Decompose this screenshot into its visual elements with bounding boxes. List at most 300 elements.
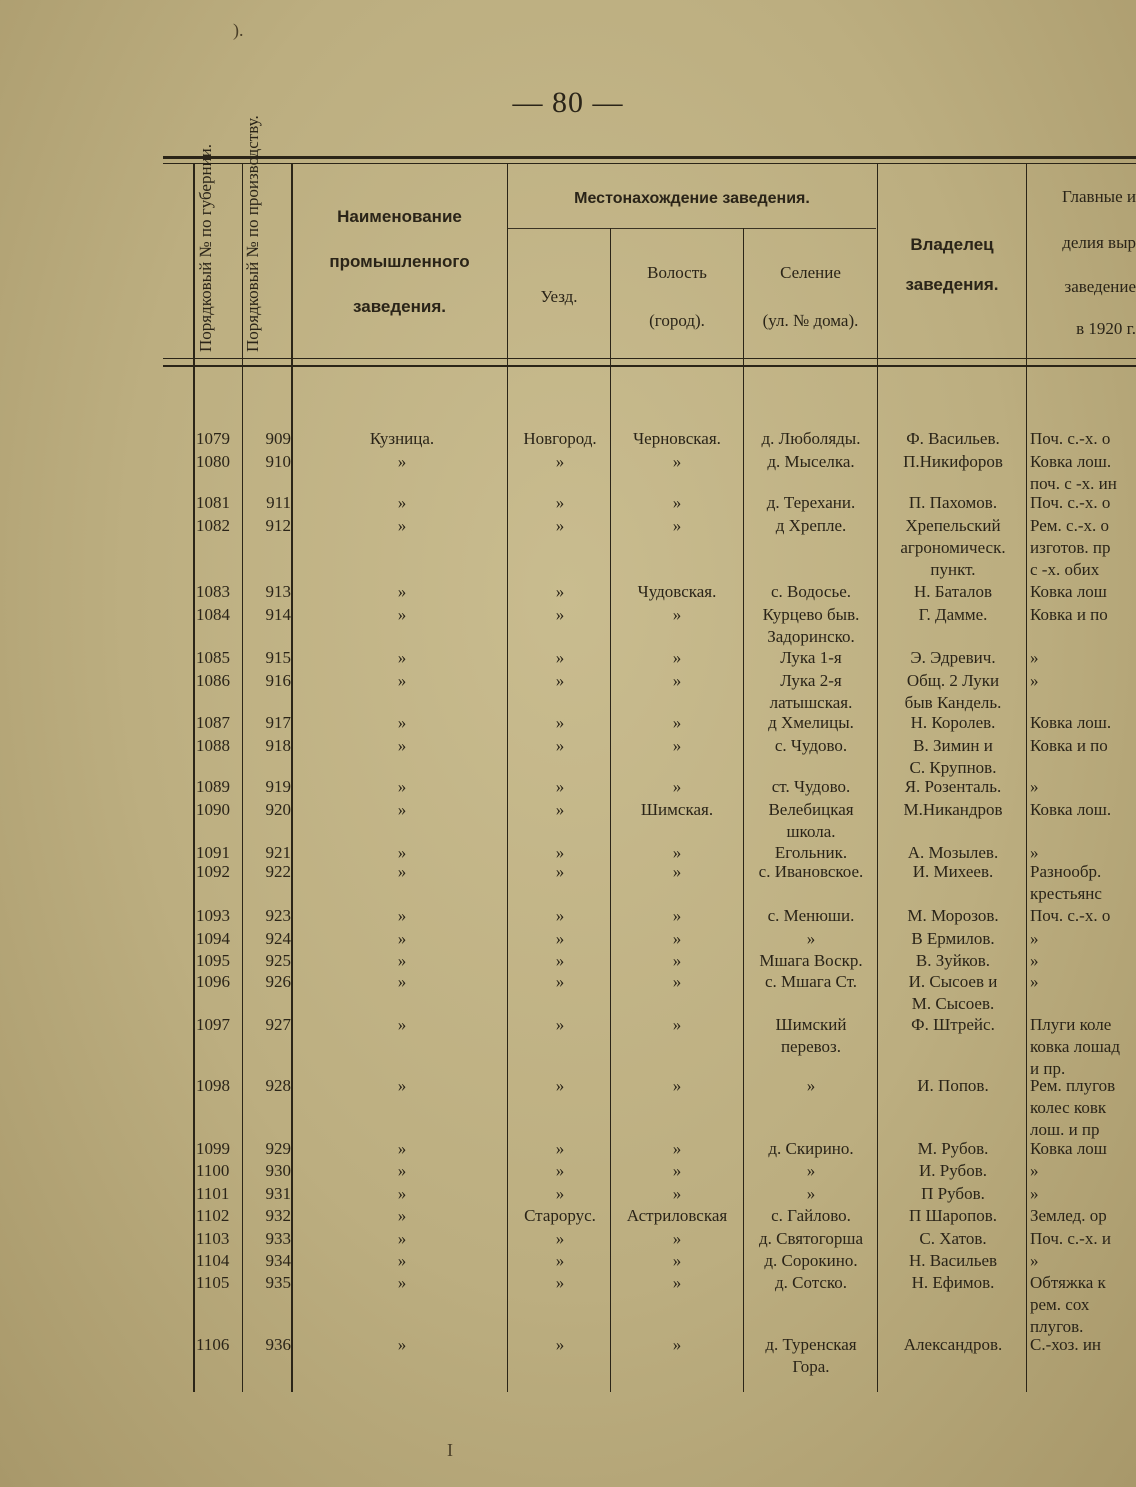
cell-volost: » <box>672 648 682 667</box>
cell-owner-line: И. Сысоев и <box>908 972 998 991</box>
col-divider <box>291 164 293 1392</box>
header-col4: Уезд. <box>540 287 578 306</box>
row-number-province: 1079 <box>196 429 230 448</box>
cell-uezd: » <box>555 605 565 624</box>
cell-owner <box>880 581 1026 603</box>
cell-village-line: Задоринско. <box>767 627 855 646</box>
cell-owner-line: пункт. <box>930 560 976 579</box>
row-number-production: 932 <box>265 1206 291 1225</box>
cell-owner-line: Общ. 2 Луки <box>906 671 1000 690</box>
cell-establishment: » <box>397 1161 407 1180</box>
row-number-production: 922 <box>265 862 291 881</box>
cell-products-line: » <box>1030 929 1039 948</box>
cell-establishment: » <box>397 1335 407 1354</box>
cell-products-line: Ковка лош. <box>1030 800 1112 819</box>
cell-products-line: Рем. с.-х. о <box>1030 516 1109 535</box>
cell-volost: » <box>672 605 682 624</box>
row-number-production: 936 <box>265 1335 291 1354</box>
cell-establishment: » <box>397 1229 407 1248</box>
header-location-group: Местонахождение заведения. <box>574 190 810 207</box>
cell-village-line: перевоз. <box>780 1037 842 1056</box>
cell-village-line: » <box>806 1076 816 1095</box>
cell-products-line: Ковка лош <box>1030 1139 1107 1158</box>
cell-products-line: Ковка и по <box>1030 605 1108 624</box>
row-number-production: 919 <box>265 777 291 796</box>
cell-products-line: Поч. с.-х. и <box>1030 1229 1111 1248</box>
row-number-province: 1086 <box>196 671 230 690</box>
cell-uezd: » <box>555 906 565 925</box>
cell-volost: » <box>672 1229 682 1248</box>
cell-products-line: Разнообр. <box>1030 862 1102 881</box>
cell-establishment: » <box>397 1251 407 1270</box>
cell-products-line: и пр. <box>1030 1059 1066 1078</box>
cell-owner-line: Э. Эдревич. <box>910 648 996 667</box>
cell-owner <box>880 1228 1026 1250</box>
cell-products <box>1030 1228 1136 1250</box>
cell-volost: » <box>672 713 682 732</box>
cell-village-line: Егольник. <box>774 843 848 862</box>
cell-products-line: лош. и пр <box>1030 1120 1100 1139</box>
row-number-province: 1089 <box>196 777 230 796</box>
cell-owner-line: Г. Дамме. <box>918 605 988 624</box>
cell-village <box>745 776 877 798</box>
cell-uezd: » <box>555 713 565 732</box>
col-divider <box>877 164 878 1392</box>
cell-products <box>1030 1183 1136 1205</box>
cell-village <box>745 712 877 734</box>
cell-village <box>745 670 877 714</box>
cell-village <box>745 799 877 843</box>
cell-uezd: » <box>555 800 565 819</box>
cell-products-line: Ковка лош <box>1030 582 1107 601</box>
cell-village <box>745 581 877 603</box>
cell-volost: » <box>672 906 682 925</box>
row-number-production: 935 <box>265 1273 291 1292</box>
cell-establishment: » <box>397 1206 407 1225</box>
cell-products-line: рем. сох <box>1030 1295 1090 1314</box>
cell-products <box>1030 647 1136 669</box>
row-number-production: 924 <box>265 929 291 948</box>
cell-uezd: » <box>555 1229 565 1248</box>
cell-products <box>1030 670 1136 692</box>
cell-owner <box>880 670 1026 714</box>
row-number-province: 1084 <box>196 605 230 624</box>
cell-volost: Шимская. <box>640 800 714 819</box>
cell-products <box>1030 492 1136 514</box>
cell-owner-line: Александров. <box>903 1335 1003 1354</box>
cell-village <box>745 1272 877 1294</box>
row-number-province: 1101 <box>196 1184 230 1203</box>
cell-village <box>745 1334 877 1378</box>
cell-owner-line: И. Попов. <box>917 1076 989 1095</box>
cell-volost: » <box>672 1015 682 1034</box>
cell-products <box>1030 861 1136 905</box>
row-number-province: 1099 <box>196 1139 230 1158</box>
cell-village <box>745 451 877 473</box>
cell-volost: Чудовская. <box>637 582 717 601</box>
cell-owner-line: быв Кандель. <box>904 693 1002 712</box>
cell-establishment: » <box>397 1273 407 1292</box>
cell-products-line: » <box>1030 843 1039 862</box>
body-top-rule <box>163 365 1136 367</box>
cell-village-line: ст. Чудово. <box>771 777 851 796</box>
cell-owner <box>880 451 1026 473</box>
cell-village <box>745 1250 877 1272</box>
row-number-province: 1092 <box>196 862 230 881</box>
cell-products-line: изготов. пр <box>1030 538 1111 557</box>
cell-volost: » <box>672 862 682 881</box>
cell-owner <box>880 1205 1026 1227</box>
cell-owner <box>880 428 1026 450</box>
cell-establishment: » <box>397 843 407 862</box>
cell-establishment: » <box>397 1139 407 1158</box>
cell-owner <box>880 776 1026 798</box>
cell-volost: » <box>672 777 682 796</box>
cell-village <box>745 492 877 514</box>
row-number-production: 914 <box>265 605 291 624</box>
row-number-province: 1093 <box>196 906 230 925</box>
cell-volost: Черновская. <box>633 429 721 448</box>
cell-establishment: » <box>397 862 407 881</box>
cell-owner-line: А. Мозылев. <box>907 843 999 862</box>
row-number-production: 912 <box>265 516 291 535</box>
header-col5-line1: Волость <box>647 263 707 282</box>
header-col8-line2: делия выр <box>1062 233 1136 252</box>
cell-uezd: » <box>555 972 565 991</box>
row-number-production: 923 <box>265 906 291 925</box>
cell-products <box>1030 604 1136 626</box>
header-col3-line1: Наименование <box>337 207 462 226</box>
row-number-province: 1105 <box>196 1273 230 1292</box>
cell-volost: » <box>672 452 682 471</box>
cell-owner-line: С. Крупнов. <box>909 758 997 777</box>
cell-owner-line: М. Рубов. <box>917 1139 989 1158</box>
row-number-production: 930 <box>265 1161 291 1180</box>
cell-village <box>745 515 877 537</box>
header-col7-line1: Владелец <box>910 235 994 254</box>
cell-products-line: Ковка лош. <box>1030 452 1112 471</box>
cell-products-line: » <box>1030 648 1039 667</box>
cell-products <box>1030 905 1136 927</box>
cell-owner-line: М.Никандров <box>903 800 1003 819</box>
cell-products <box>1030 776 1136 798</box>
col-divider <box>743 228 744 1392</box>
cell-products-line: С.-хоз. ин <box>1030 1335 1102 1354</box>
cell-village-line: Мшага Воскр. <box>759 951 863 970</box>
row-number-province: 1080 <box>196 452 230 471</box>
cell-volost: Астриловская <box>626 1206 728 1225</box>
cell-establishment: Кузница. <box>369 429 435 448</box>
cell-owner <box>880 647 1026 669</box>
cell-establishment: » <box>397 516 407 535</box>
cell-village-line: Шимский <box>775 1015 847 1034</box>
cell-village-line: д. Сотско. <box>774 1273 848 1292</box>
header-col6-line1: Селение <box>780 263 841 282</box>
cell-establishment: » <box>397 906 407 925</box>
cell-village-line: д. Скирино. <box>768 1139 854 1158</box>
col-divider <box>193 164 195 1392</box>
cell-owner <box>880 799 1026 821</box>
row-number-production: 909 <box>265 429 291 448</box>
cell-village <box>745 1183 877 1205</box>
cell-uezd: » <box>555 452 565 471</box>
cell-village-line: с. Менюши. <box>767 906 855 925</box>
cell-village <box>745 1138 877 1160</box>
cell-uezd: Старорус. <box>524 1206 596 1225</box>
cell-establishment: » <box>397 605 407 624</box>
cell-village-line: д. Терехани. <box>766 493 856 512</box>
cell-owner <box>880 971 1026 1015</box>
cell-village-line: латышская. <box>769 693 853 712</box>
cell-owner <box>880 712 1026 734</box>
cell-products-line: Поч. с.-х. о <box>1030 493 1111 512</box>
cell-owner-line: Ф. Васильев. <box>906 429 1000 448</box>
cell-village <box>745 861 877 883</box>
row-number-production: 931 <box>265 1184 291 1203</box>
row-number-province: 1097 <box>196 1015 230 1034</box>
row-number-production: 921 <box>265 843 291 862</box>
cell-owner-line: В Ермилов. <box>911 929 995 948</box>
cell-uezd: » <box>555 671 565 690</box>
cell-village <box>745 735 877 757</box>
cell-village-line: д. Люболяды. <box>761 429 861 448</box>
cell-volost: » <box>672 1184 682 1203</box>
cell-uezd: » <box>555 929 565 948</box>
cell-owner-line: П Рубов. <box>921 1184 985 1203</box>
cell-owner <box>880 1014 1026 1036</box>
cell-establishment: » <box>397 951 407 970</box>
cell-village-line: с. Гайлово. <box>771 1206 851 1225</box>
cell-establishment: » <box>397 493 407 512</box>
row-number-province: 1085 <box>196 648 230 667</box>
cell-owner <box>880 905 1026 927</box>
cell-owner <box>880 492 1026 514</box>
cell-village-line: д. Сорокино. <box>764 1251 858 1270</box>
cell-products <box>1030 712 1136 734</box>
cell-uezd: » <box>555 1184 565 1203</box>
cell-products <box>1030 735 1136 757</box>
cell-uezd: » <box>555 582 565 601</box>
cell-uezd: » <box>555 1161 565 1180</box>
row-number-province: 1088 <box>196 736 230 755</box>
cell-products-line: ковка лошад <box>1030 1037 1120 1056</box>
cell-owner-line: М. Сысоев. <box>911 994 995 1013</box>
cell-uezd: » <box>555 862 565 881</box>
cell-volost: » <box>672 929 682 948</box>
row-number-province: 1094 <box>196 929 230 948</box>
row-number-province: 1082 <box>196 516 230 535</box>
cell-village <box>745 971 877 993</box>
cell-products-line: плугов. <box>1030 1317 1084 1336</box>
cell-owner-line: П. Пахомов. <box>908 493 998 512</box>
cell-uezd: » <box>555 1251 565 1270</box>
cell-owner-line: И. Рубов. <box>919 1161 987 1180</box>
cell-products-line: с -х. обих <box>1030 560 1100 579</box>
cell-village <box>745 1228 877 1250</box>
cell-uezd: » <box>555 736 565 755</box>
row-number-province: 1083 <box>196 582 230 601</box>
cell-owner <box>880 1334 1026 1356</box>
cell-volost: » <box>672 493 682 512</box>
cell-establishment: » <box>397 777 407 796</box>
cell-uezd: » <box>555 493 565 512</box>
cell-village <box>745 950 877 972</box>
cell-owner-line: Н. Королев. <box>910 713 996 732</box>
cell-volost: » <box>672 1161 682 1180</box>
bottom-mark: I <box>447 1440 453 1460</box>
cell-products <box>1030 1205 1136 1227</box>
cell-products <box>1030 1075 1136 1141</box>
header-col2: Порядковый № по производству. <box>243 115 262 352</box>
cell-volost: » <box>672 843 682 862</box>
cell-owner-line: агрономическ. <box>900 538 1006 557</box>
cell-products <box>1030 950 1136 972</box>
page-number: — 80 — <box>512 86 624 119</box>
cell-products-line: » <box>1030 1184 1039 1203</box>
cell-products-line: Ковка лош. <box>1030 713 1112 732</box>
cell-owner <box>880 604 1026 626</box>
cell-uezd: » <box>555 648 565 667</box>
cell-village <box>745 647 877 669</box>
cell-products <box>1030 451 1136 495</box>
row-number-production: 925 <box>265 951 291 970</box>
cell-products-line: » <box>1030 777 1039 796</box>
row-number-province: 1081 <box>196 493 230 512</box>
cell-volost: » <box>672 1076 682 1095</box>
top-rule <box>163 156 1136 159</box>
row-number-production: 911 <box>266 493 291 512</box>
cell-owner-line: И. Михеев. <box>912 862 994 881</box>
cell-village-line: Лука 1-я <box>780 648 842 667</box>
cell-owner <box>880 1183 1026 1205</box>
row-number-province: 1090 <box>196 800 230 819</box>
row-number-province: 1095 <box>196 951 230 970</box>
cell-products-line: » <box>1030 951 1039 970</box>
cell-products-line: Поч. с.-х. о <box>1030 906 1111 925</box>
cell-products <box>1030 799 1136 821</box>
cell-owner <box>880 1160 1026 1182</box>
cell-village-line: с. Водосье. <box>770 582 852 601</box>
cell-village-line: д Хрепле. <box>775 516 847 535</box>
row-number-province: 1106 <box>196 1335 230 1354</box>
cell-products <box>1030 928 1136 950</box>
cell-products <box>1030 1014 1136 1080</box>
row-number-production: 933 <box>265 1229 291 1248</box>
cell-volost: » <box>672 1335 682 1354</box>
cell-products-line: поч. с -х. ин <box>1030 474 1117 493</box>
cell-village-line: с. Мшага Ст. <box>764 972 858 991</box>
cell-village <box>745 604 877 648</box>
cell-owner-line: В. Зимин и <box>913 736 993 755</box>
cell-establishment: » <box>397 648 407 667</box>
cell-volost: » <box>672 1139 682 1158</box>
cell-products-line: » <box>1030 671 1039 690</box>
cell-village-line: Лука 2-я <box>780 671 842 690</box>
cell-owner-line: Ф. Штрейс. <box>911 1015 995 1034</box>
cell-volost: » <box>672 516 682 535</box>
cell-products <box>1030 1138 1136 1160</box>
cell-establishment: » <box>397 972 407 991</box>
cell-village <box>745 428 877 450</box>
cell-volost: » <box>672 1251 682 1270</box>
row-number-production: 918 <box>265 736 291 755</box>
cell-village <box>745 928 877 950</box>
cell-establishment: » <box>397 713 407 732</box>
cell-owner <box>880 1250 1026 1272</box>
header-col8-line1: Главные и <box>1061 187 1136 206</box>
cell-village <box>745 1205 877 1227</box>
row-number-production: 929 <box>265 1139 291 1158</box>
cell-owner <box>880 1075 1026 1097</box>
row-number-production: 926 <box>265 972 291 991</box>
cell-village-line: с. Ивановское. <box>758 862 864 881</box>
cell-uezd: » <box>555 516 565 535</box>
header-col5-line2: (город). <box>649 311 705 330</box>
row-number-province: 1104 <box>196 1251 230 1270</box>
cell-establishment: » <box>397 736 407 755</box>
row-number-production: 915 <box>265 648 291 667</box>
row-number-province: 1096 <box>196 972 230 991</box>
cell-village-line: д Хмелицы. <box>768 713 854 732</box>
cell-establishment: » <box>397 929 407 948</box>
row-number-production: 910 <box>265 452 291 471</box>
cell-village-line: Курцево быв. <box>762 605 860 624</box>
cell-products <box>1030 515 1136 581</box>
cell-products-line: Обтяжка к <box>1030 1273 1106 1292</box>
cell-uezd: Новгород. <box>523 429 597 448</box>
cell-establishment: » <box>397 1184 407 1203</box>
cell-village-line: с. Чудово. <box>774 736 848 755</box>
cell-establishment: » <box>397 1076 407 1095</box>
cell-owner-line: Н. Васильев <box>908 1251 998 1270</box>
cell-products <box>1030 1334 1136 1356</box>
header-col6-line2: (ул. № дома). <box>762 311 859 330</box>
cell-village-line: » <box>806 1184 816 1203</box>
cell-village-line: Велебицкая <box>768 800 854 819</box>
cell-products-line: Поч. с.-х. о <box>1030 429 1111 448</box>
cell-village-line: » <box>806 1161 816 1180</box>
row-number-production: 934 <box>265 1251 291 1270</box>
header-col3-line2: промышленного <box>329 252 470 271</box>
cell-uezd: » <box>555 1015 565 1034</box>
cell-products-line: Рем. плугов <box>1030 1076 1116 1095</box>
cell-products-line: колес ковк <box>1030 1098 1107 1117</box>
row-number-production: 920 <box>265 800 291 819</box>
cell-establishment: » <box>397 582 407 601</box>
cell-establishment: » <box>397 671 407 690</box>
cell-products-line: крестьянс <box>1030 884 1102 903</box>
corner-mark: ). <box>233 20 244 40</box>
header-col8-line4: в 1920 г. <box>1076 319 1136 338</box>
top-rule-thin <box>163 163 1136 164</box>
cell-products-line: » <box>1030 1251 1039 1270</box>
cell-village-line: Гора. <box>792 1357 830 1376</box>
cell-volost: » <box>672 671 682 690</box>
cell-village-line: д. Святогорша <box>758 1229 863 1248</box>
cell-owner-line: Н. Ефимов. <box>911 1273 995 1292</box>
cell-products <box>1030 1272 1136 1338</box>
location-group-rule <box>508 228 876 229</box>
cell-owner-line: П Шаропов. <box>908 1206 998 1225</box>
cell-owner <box>880 1138 1026 1160</box>
cell-village <box>745 1075 877 1097</box>
cell-uezd: » <box>555 1273 565 1292</box>
row-number-production: 928 <box>265 1076 291 1095</box>
cell-volost: » <box>672 1273 682 1292</box>
header-col1: Порядковый № по губернии. <box>196 143 215 352</box>
header-col8-line3: заведение <box>1064 277 1136 296</box>
cell-establishment: » <box>397 1015 407 1034</box>
